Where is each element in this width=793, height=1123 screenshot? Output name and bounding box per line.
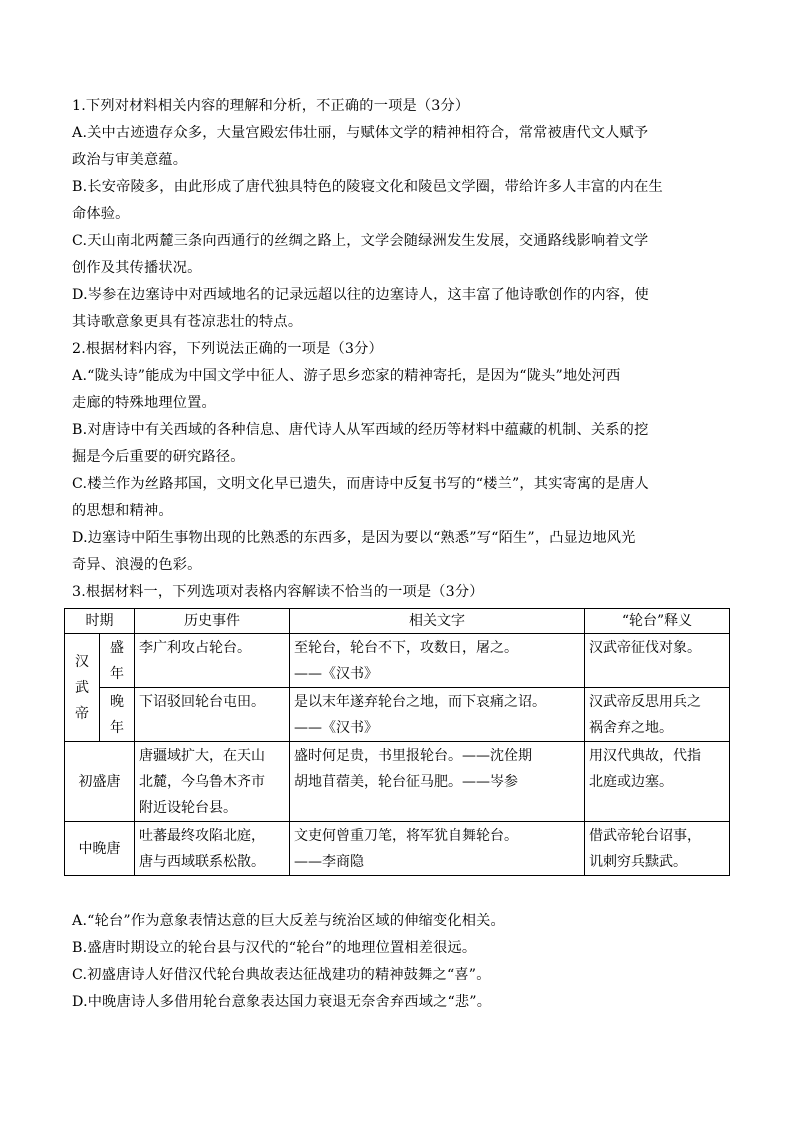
q2-option-c-line2: 的思想和精神。 xyxy=(72,503,173,519)
event-cell: 唐疆域扩大，在天山 北麓，今乌鲁木齐市 附近设轮台县。 xyxy=(135,742,290,822)
text-cell: 盛时何足贵，书里报轮台。——沈佺期 胡地苜蓿美，轮台征马肥。——岑参 xyxy=(290,742,585,822)
header-event: 历史事件 xyxy=(135,609,290,634)
meaning-cell: 汉武帝反思用兵之 祸舍弃之地。 xyxy=(585,688,730,742)
q2-option-b-line1: B.对唐诗中有关西域的各种信息、唐代诗人从军西域的经历等材料中蕴藏的机制、关系的挖 xyxy=(72,422,649,438)
table-row xyxy=(65,822,730,876)
period-cell: 中晚唐 xyxy=(65,822,135,876)
q3-option-c: C.初盛唐诗人好借汉代轮台典故表达征战建功的精神鼓舞之“喜”。 xyxy=(72,967,491,983)
lunta-table xyxy=(64,608,730,876)
sub-period-cell: 盛年 xyxy=(100,634,135,688)
q1-option-d-line1: D.岑参在边塞诗中对西域地名的记录远超以往的边塞诗人，这丰富了他诗歌创作的内容，使 xyxy=(72,287,649,303)
header-meaning: “轮台”释义 xyxy=(585,609,730,634)
q1-option-a-line1: A.关中古迹遗存众多，大量宫殿宏伟壮丽，与赋体文学的精神相符合，常常被唐代文人赋予 xyxy=(72,125,649,141)
meaning-cell: 借武帝轮台诏事， 讥刺穷兵黩武。 xyxy=(585,822,730,876)
event-cell: 下诏驳回轮台屯田。 xyxy=(135,688,290,742)
text-cell: 是以末年遂弃轮台之地，而下哀痛之诏。 ——《汉书》 xyxy=(290,688,585,742)
han-wudi-cell: 汉武帝 xyxy=(65,634,100,742)
q3-option-d: D.中晚唐诗人多借用轮台意象表达国力衰退无奈舍弃西域之“悲”。 xyxy=(72,994,492,1010)
table-header-row xyxy=(65,609,730,634)
text-cell: 至轮台，轮台不下，攻数日，屠之。 ——《汉书》 xyxy=(290,634,585,688)
q1-stem: 1.下列对材料相关内容的理解和分析，不正确的一项是（3分） xyxy=(72,98,470,114)
q1-option-c-line1: C.天山南北两麓三条向西通行的丝绸之路上，文学会随绿洲发生发展，交通路线影响着文学 xyxy=(72,233,649,249)
q2-option-d-line1: D.边塞诗中陌生事物出现的比熟悉的东西多，是因为要以“熟悉”写“陌生”，凸显边地风光 xyxy=(72,530,636,546)
q1-option-b-line1: B.长安帝陵多，由此形成了唐代独具特色的陵寝文化和陵邑文学圈，带给许多人丰富的内在生 xyxy=(72,179,663,195)
header-period: 时期 xyxy=(65,609,135,634)
table-row xyxy=(65,688,730,742)
q3-stem: 3.根据材料一，下列选项对表格内容解读不恰当的一项是（3分） xyxy=(72,584,484,600)
q1-option-c-line2: 创作及其传播状况。 xyxy=(72,260,202,276)
q1-option-a-line2: 政治与审美意蕴。 xyxy=(72,152,188,168)
q1-option-d-line2: 其诗歌意象更具有苍凉悲壮的特点。 xyxy=(72,314,303,330)
period-cell: 初盛唐 xyxy=(65,742,135,822)
meaning-cell: 用汉代典故，代指 北庭或边塞。 xyxy=(585,742,730,822)
q2-option-b-line2: 掘是今后重要的研究路径。 xyxy=(72,449,245,465)
event-cell: 吐蕃最终攻陷北庭， 唐与西域联系松散。 xyxy=(135,822,290,876)
q3-option-a: A.“轮台”作为意象表情达意的巨大反差与统治区域的伸缩变化相关。 xyxy=(72,913,505,929)
q2-option-a-line1: A.“陇头诗”能成为中国文学中征人、游子思乡恋家的精神寄托，是因为“陇头”地处河西 xyxy=(72,368,621,384)
meaning-cell: 汉武帝征伐对象。 xyxy=(585,634,730,688)
text-cell: 文吏何曾重刀笔，将军犹自舞轮台。 ——李商隐 xyxy=(290,822,585,876)
table-row xyxy=(65,634,730,688)
event-cell: 李广利攻占轮台。 xyxy=(135,634,290,688)
header-text: 相关文字 xyxy=(290,609,585,634)
sub-period-cell: 晚年 xyxy=(100,688,135,742)
q2-option-d-line2: 奇异、浪漫的色彩。 xyxy=(72,557,202,573)
q1-option-b-line2: 命体验。 xyxy=(72,206,130,222)
q2-option-a-line2: 走廊的特殊地理位置。 xyxy=(72,395,216,411)
q3-option-b: B.盛唐时期设立的轮台县与汉代的“轮台”的地理位置相差很远。 xyxy=(72,940,477,956)
q2-stem: 2.根据材料内容，下列说法正确的一项是（3分） xyxy=(72,341,383,357)
q2-option-c-line1: C.楼兰作为丝路邦国，文明文化早已遗失，而唐诗中反复书写的“楼兰”，其实寄寓的是唐人 xyxy=(72,476,649,492)
table-row xyxy=(65,742,730,822)
